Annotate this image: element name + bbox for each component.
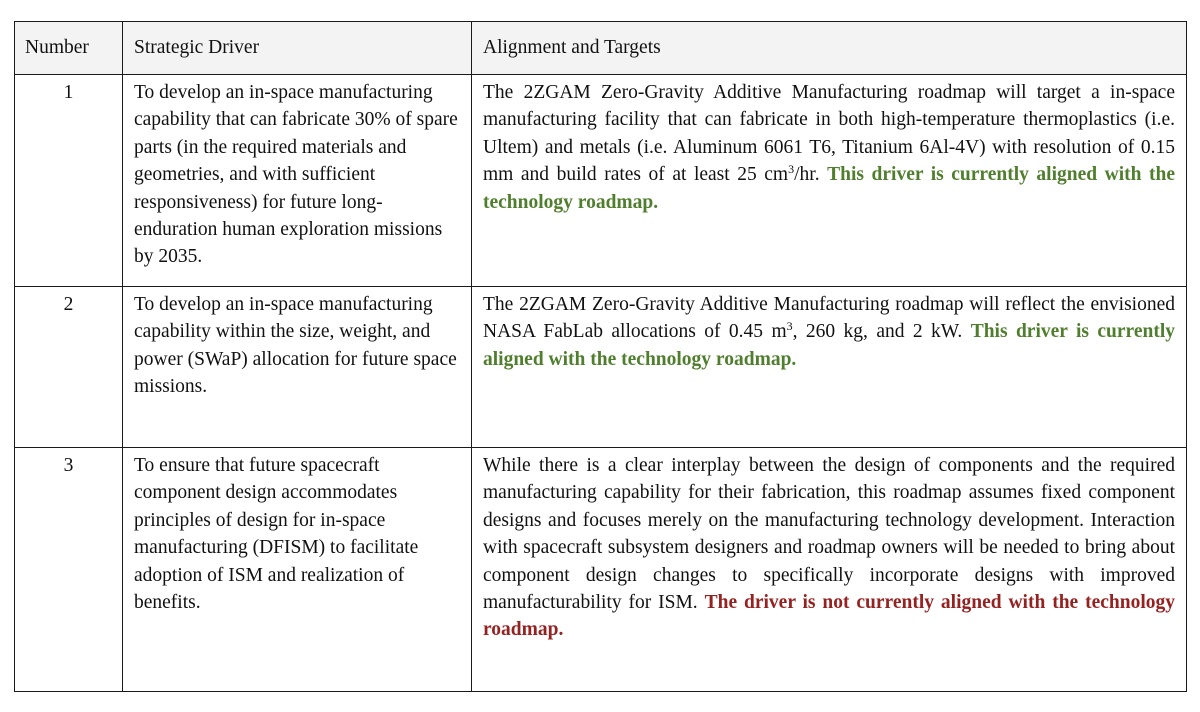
header-row [15, 22, 1187, 75]
row-number: 3 [15, 448, 123, 692]
row-alignment [472, 75, 1187, 287]
strategic-drivers-table [14, 21, 1187, 692]
alignment-text: While there is a clear interplay between the design of components and the required manufacturing capability for their fabrication, this roadmap assumes fixed component designs and focuses merely on the manufacturing technology development. Interaction with spacecraft subsystem designers and roadmap owners will be needed to bring about component design changes to specifically incorporate designs with improved manufacturability for ISM. [483, 455, 1175, 614]
alignment-text-suffix: /hr. [794, 164, 820, 186]
strategic-drivers-table-container [14, 21, 1186, 692]
header-strategic-driver: Strategic Driver [123, 22, 472, 75]
table-row [15, 287, 1187, 448]
alignment-text-suffix: , 260 kg, and 2 kW. [792, 321, 963, 343]
alignment-status: This driver is currently aligned with the technology roadmap. [483, 321, 1176, 370]
row-driver: To develop an in-space manufacturing capability within the size, weight, and power (SWaP) allocation for future space missions. [123, 287, 472, 448]
alignment-status: This driver is currently aligned with the technology roadmap. [483, 164, 1176, 213]
alignment-text: The 2ZGAM Zero-Gravity Additive Manufacturing roadmap will reflect the envisioned NASA FabLab allocations of 0.45 m [483, 294, 1175, 343]
table-header [15, 22, 1187, 75]
row-driver: To develop an in-space manufacturing capability that can fabricate 30% of spare parts (in the required materials and geometries, and with sufficient responsiveness) for future long-enduration human exploration missions by 2035. [123, 75, 472, 287]
row-alignment [472, 287, 1187, 448]
header-number: Number [15, 22, 123, 75]
row-number: 1 [15, 75, 123, 287]
superscript-cubed: 3 [788, 162, 795, 177]
superscript-cubed: 3 [786, 319, 793, 334]
row-number: 2 [15, 287, 123, 448]
row-driver: To ensure that future spacecraft component design accommodates principles of design for in-space manufacturing (DFISM) to facilitate adoption of ISM and realization of benefits. [123, 448, 472, 692]
alignment-text: The 2ZGAM Zero-Gravity Additive Manufacturing roadmap will target a in-space manufacturing facility that can fabricate in both high-temperature thermoplastics (i.e. Ultem) and metals (i.e. Aluminum 6061 T6, Titanium 6Al-4V) with resolution of 0.15 mm and build rates of at least 25 cm [483, 82, 1175, 186]
table-row [15, 448, 1187, 692]
row-alignment [472, 448, 1187, 692]
alignment-status: The driver is not currently aligned with the technology roadmap. [483, 592, 1176, 641]
header-alignment-targets: Alignment and Targets [472, 22, 1187, 75]
table-row [15, 75, 1187, 287]
